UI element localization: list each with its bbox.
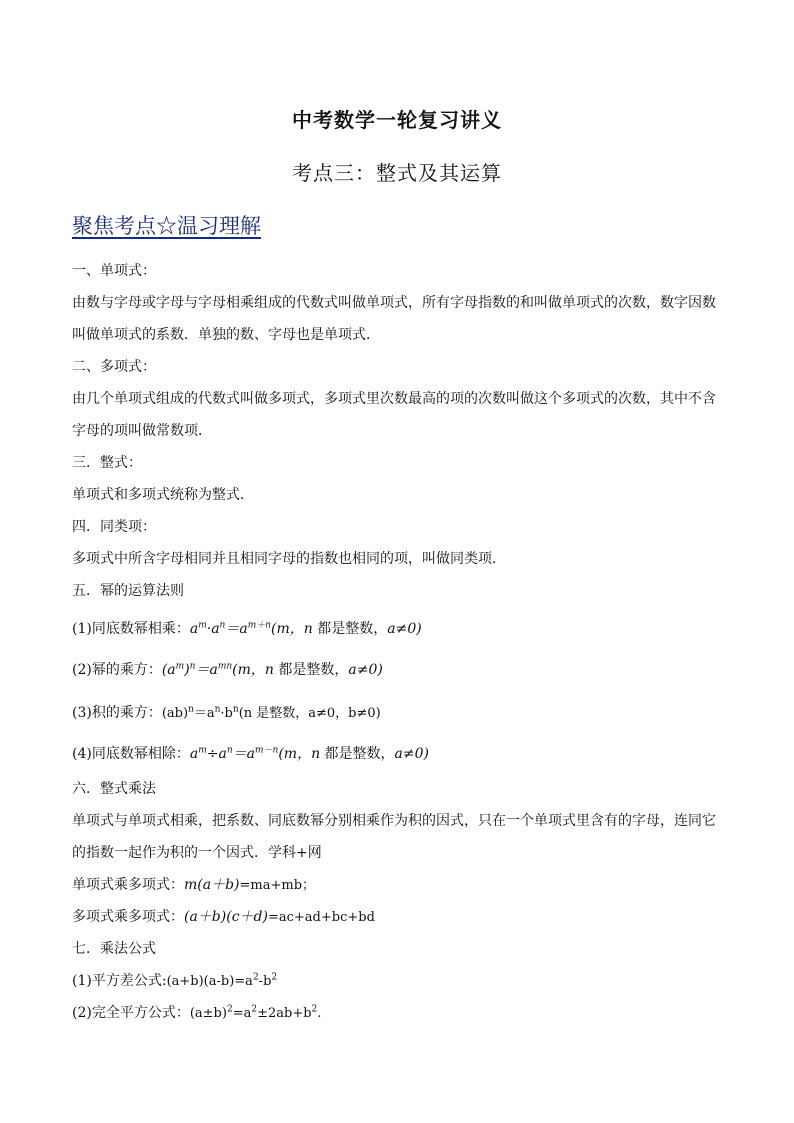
mono-poly-result: =ma+mb； (239, 878, 316, 893)
page-title: 中考数学一轮复习讲义 (292, 108, 502, 132)
monomial-definition-line2: 叫做单项式的系数．单独的数、字母也是单项式． (72, 327, 380, 343)
heading-monomial: 一、单项式： (72, 263, 156, 279)
polynomial-definition-line2: 字母的项叫做常数项． (72, 423, 212, 439)
mono-poly-formula: m(a＋b) (184, 877, 240, 893)
multiplication-rule-line1: 单项式与单项式相乘，把系数、同底数幂分别相乘作为积的因式，只在一个单项式里含有的字母，连同它 (72, 813, 716, 829)
power-rule-4-label: (4)同底数幂相除： (72, 746, 190, 762)
power-rule-3 (72, 704, 732, 723)
power-rule-1-nonzero: a≠0) (387, 621, 422, 637)
power-rule-1-condition: 都是整数， (317, 621, 388, 637)
page-subtitle: 考点三：整式及其运算 (292, 161, 502, 185)
integral-expression-definition: 单项式和多项式统称为整式． (72, 487, 254, 503)
difference-of-squares-label: (1)平方差公式: (72, 973, 167, 989)
poly-poly-result: =ac+ad+bc+bd (267, 910, 375, 925)
difference-of-squares-formula: $(a+b)(a-b)=a^2-b^2$ (166, 972, 278, 989)
power-rule-1-label: (1)同底数幂相乘： (72, 621, 190, 637)
like-terms-definition: 多项式中所含字母相同并且相同字母的指数也相同的项，叫做同类项． (72, 551, 506, 567)
heading-polynomial: 二、多项式： (72, 359, 156, 375)
poly-poly-label: 多项式乘多项式： (72, 909, 184, 925)
heading-multiplication-formulas: 七．乘法公式 (72, 941, 156, 957)
power-rule-3-condition: (n 是整数，a≠0，b≠0) (238, 706, 381, 721)
heading-like-terms: 四．同类项： (72, 519, 156, 535)
polynomial-definition-line1: 由几个单项式组成的代数式叫做多项式，多项式里次数最高的项的次数叫做这个多项式的次数，其中不含 (72, 391, 716, 407)
power-rule-2-condition: 都是整数， (278, 662, 349, 678)
power-rule-2-nonzero: a≠0) (348, 662, 383, 678)
power-rule-1-formula: $a^m\cdot a^n=a^{m+n}(m$，n (189, 620, 318, 637)
heading-power-rules: 五．幂的运算法则 (72, 583, 184, 599)
perfect-square (72, 1004, 732, 1023)
multiplication-rule-line2: 的指数一起作为积的一个因式．学科+网 (72, 845, 322, 861)
heading-multiplication: 六．整式乘法 (72, 781, 156, 797)
power-rule-1 (72, 620, 732, 638)
power-rule-3-label: (3)积的乘方： (72, 705, 162, 721)
power-rule-4-formula: $a^m\div a^n=a^{m-n}(m$，n (189, 745, 325, 762)
section-heading: 聚焦考点☆温习理解 (72, 214, 261, 238)
monomial-definition-line1: 由数与字母或字母与字母相乘组成的代数式叫做单项式，所有字母指数的和叫做单项式的次数，数字因数 (72, 295, 716, 311)
difference-of-squares (72, 972, 732, 991)
mono-poly-label: 单项式乘多项式： (72, 877, 184, 893)
power-rule-2 (72, 661, 732, 679)
power-rule-3-formula: $(ab)^n=a^n\cdot b^n$ (161, 704, 239, 721)
power-rule-2-label: (2)幂的乘方： (72, 662, 162, 678)
power-rule-4-condition: 都是整数， (324, 746, 395, 762)
power-rule-2-formula: $(a^m)^n=a^{mn}(m$，n (161, 661, 279, 678)
poly-poly-formula: (a＋b)(c＋d) (184, 909, 268, 925)
monomial-times-polynomial (72, 876, 732, 895)
heading-integral-expression: 三．整式： (72, 455, 142, 471)
power-rule-4 (72, 745, 732, 763)
polynomial-times-polynomial (72, 908, 732, 927)
perfect-square-formula: $(a\pm b)^2=a^2\pm 2ab+b^2$. (189, 1004, 322, 1021)
power-rule-4-nonzero: a≠0) (394, 746, 429, 762)
perfect-square-label: (2)完全平方公式： (72, 1005, 190, 1021)
